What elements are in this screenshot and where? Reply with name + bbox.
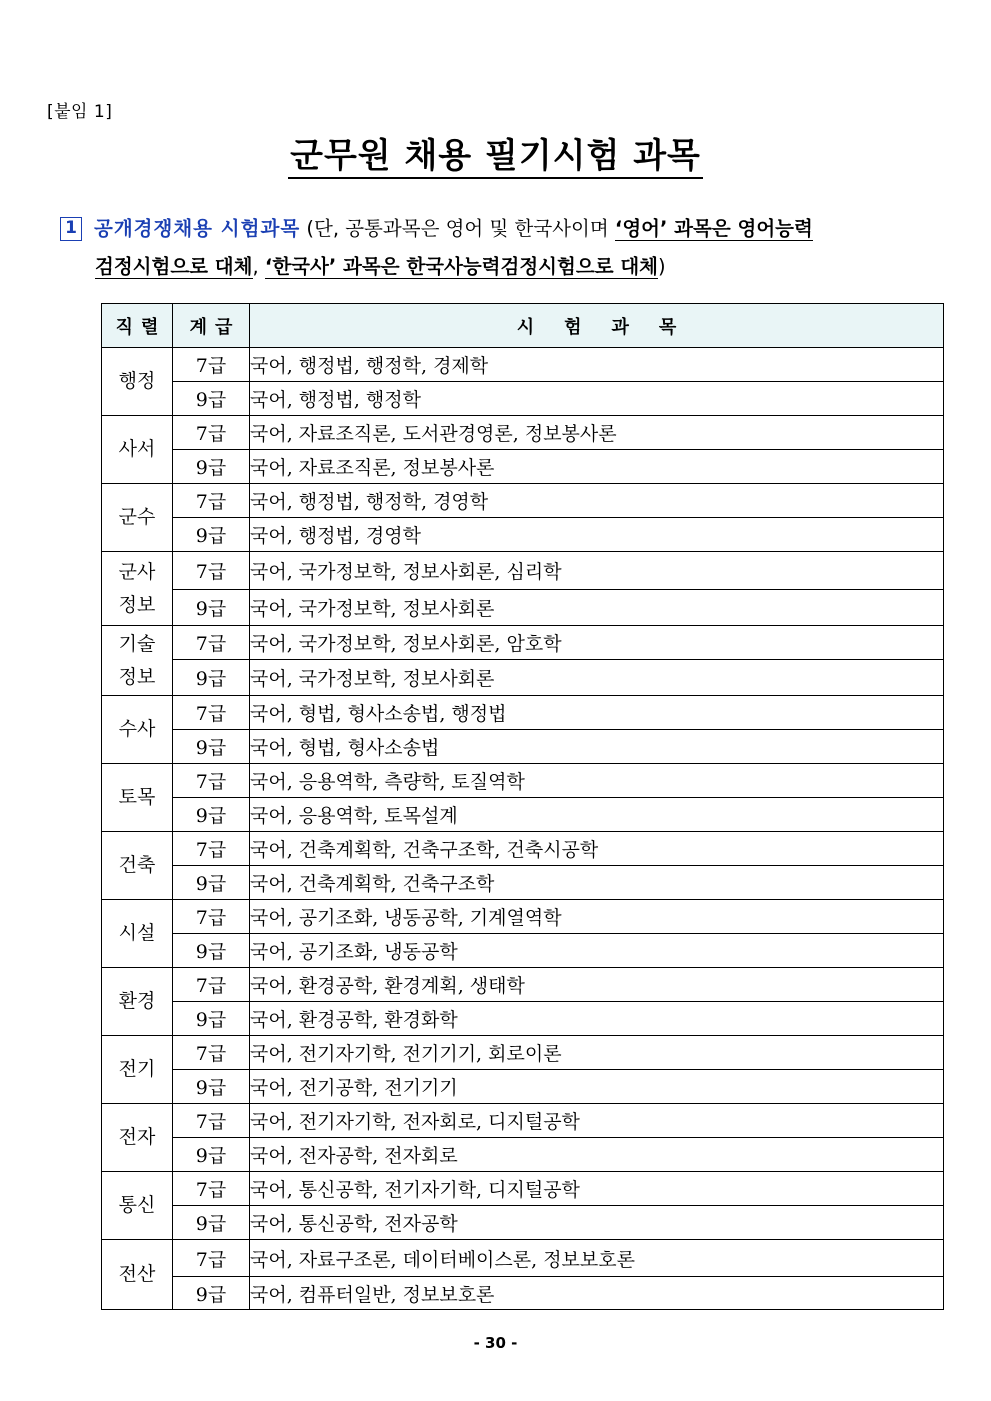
- grade-cell: 9급: [173, 1138, 250, 1172]
- page-number: - 30 -: [473, 1334, 518, 1352]
- note-separator: ,: [252, 255, 265, 278]
- job-cell: 행정: [102, 348, 173, 416]
- grade-cell: 9급: [173, 934, 250, 968]
- subjects-cell: 국어, 국가정보학, 정보사회론, 암호학: [250, 626, 944, 660]
- section-note-open: (단, 공통과목은 영어 및 한국사이며: [306, 217, 615, 240]
- attachment-label: [붙임 1]: [47, 102, 113, 122]
- table-row: [102, 1138, 944, 1172]
- table-row: [102, 1104, 944, 1138]
- grade-cell: 7급: [173, 696, 250, 730]
- english-note-continued: 검정시험으로 대체: [95, 255, 253, 278]
- table-row: [102, 626, 944, 660]
- job-cell: 전기: [102, 1036, 173, 1104]
- grade-cell: 9급: [173, 866, 250, 900]
- english-note: ‘영어’ 과목은 영어능력: [614, 217, 813, 240]
- table-row: [102, 1002, 944, 1036]
- table-row: [102, 764, 944, 798]
- subjects-cell: 국어, 자료조직론, 도서관경영론, 정보봉사론: [250, 416, 944, 450]
- table-row: [102, 900, 944, 934]
- grade-cell: 9급: [173, 1206, 250, 1240]
- subjects-cell: 국어, 응용역학, 측량학, 토질역학: [250, 764, 944, 798]
- table-row: [102, 1172, 944, 1206]
- grade-cell: 9급: [173, 518, 250, 552]
- grade-cell: 7급: [173, 1036, 250, 1070]
- table-row: [102, 348, 944, 382]
- table-row: [102, 968, 944, 1002]
- table-row: [102, 1036, 944, 1070]
- table-row: [102, 1240, 944, 1277]
- table-row: [102, 696, 944, 730]
- subjects-cell: 국어, 행정법, 행정학, 경영학: [250, 484, 944, 518]
- table-row: [102, 1070, 944, 1104]
- subjects-cell: 국어, 전기자기학, 전자회로, 디지털공학: [250, 1104, 944, 1138]
- korean-history-note: ‘한국사’ 과목은 한국사능력검정시험으로 대체: [264, 255, 658, 278]
- grade-cell: 7급: [173, 1104, 250, 1138]
- section-line-1: [60, 210, 945, 248]
- subjects-cell: 국어, 전기공학, 전기기기: [250, 1070, 944, 1104]
- grade-cell: 7급: [173, 968, 250, 1002]
- grade-cell: 7급: [173, 764, 250, 798]
- grade-cell: 9급: [173, 382, 250, 416]
- table-row: [102, 730, 944, 764]
- subjects-cell: 국어, 공기조화, 냉동공학, 기계열역학: [250, 900, 944, 934]
- table-row: [102, 552, 944, 590]
- grade-cell: 9급: [173, 1070, 250, 1104]
- section-heading: 공개경쟁채용 시험과목: [94, 217, 301, 240]
- table-header-row: [102, 304, 944, 348]
- job-cell: 군수: [102, 484, 173, 552]
- subjects-cell: 국어, 자료구조론, 데이터베이스론, 정보보호론: [250, 1240, 944, 1277]
- section-intro: [60, 210, 945, 286]
- table-row: [102, 798, 944, 832]
- header-grade: 계급: [173, 304, 250, 348]
- page-title: [0, 128, 991, 177]
- section-note-close: ): [658, 255, 666, 278]
- subjects-cell: 국어, 전자공학, 전자회로: [250, 1138, 944, 1172]
- job-cell: 건축: [102, 832, 173, 900]
- grade-cell: 9급: [173, 1002, 250, 1036]
- grade-cell: 9급: [173, 1277, 250, 1310]
- page-title-text: 군무원 채용 필기시험 과목: [288, 136, 703, 179]
- job-cell: 군사정보: [102, 552, 173, 626]
- grade-cell: 7급: [173, 1240, 250, 1277]
- grade-cell: 7급: [173, 832, 250, 866]
- subjects-cell: 국어, 자료조직론, 정보봉사론: [250, 450, 944, 484]
- table-row: [102, 590, 944, 626]
- job-cell: 통신: [102, 1172, 173, 1240]
- subjects-cell: 국어, 건축계획학, 건축구조학, 건축시공학: [250, 832, 944, 866]
- subjects-cell: 국어, 전기자기학, 전기기기, 회로이론: [250, 1036, 944, 1070]
- table-row: [102, 450, 944, 484]
- table-row: [102, 518, 944, 552]
- subjects-cell: 국어, 환경공학, 환경화학: [250, 1002, 944, 1036]
- job-cell: 수사: [102, 696, 173, 764]
- grade-cell: 7급: [173, 1172, 250, 1206]
- grade-cell: 7급: [173, 552, 250, 590]
- header-job: 직렬: [102, 304, 173, 348]
- grade-cell: 7급: [173, 900, 250, 934]
- job-cell: 전자: [102, 1104, 173, 1172]
- subjects-cell: 국어, 통신공학, 전자공학: [250, 1206, 944, 1240]
- table-row: [102, 934, 944, 968]
- subjects-cell: 국어, 행정법, 행정학, 경제학: [250, 348, 944, 382]
- grade-cell: 9급: [173, 730, 250, 764]
- section-number-box: 1: [60, 217, 82, 241]
- job-cell: 전산: [102, 1240, 173, 1310]
- job-cell: 기술정보: [102, 626, 173, 696]
- job-cell: 사서: [102, 416, 173, 484]
- job-cell: 토목: [102, 764, 173, 832]
- grade-cell: 9급: [173, 798, 250, 832]
- grade-cell: 9급: [173, 450, 250, 484]
- table-row: [102, 660, 944, 696]
- table-row: [102, 1206, 944, 1240]
- subjects-cell: 국어, 행정법, 행정학: [250, 382, 944, 416]
- subjects-cell: 국어, 국가정보학, 정보사회론, 심리학: [250, 552, 944, 590]
- subjects-cell: 국어, 공기조화, 냉동공학: [250, 934, 944, 968]
- grade-cell: 7급: [173, 626, 250, 660]
- subjects-cell: 국어, 행정법, 경영학: [250, 518, 944, 552]
- table-row: [102, 416, 944, 450]
- subjects-cell: 국어, 형법, 형사소송법: [250, 730, 944, 764]
- grade-cell: 7급: [173, 484, 250, 518]
- job-cell: 환경: [102, 968, 173, 1036]
- subjects-cell: 국어, 국가정보학, 정보사회론: [250, 660, 944, 696]
- subjects-cell: 국어, 통신공학, 전기자기학, 디지털공학: [250, 1172, 944, 1206]
- table-row: [102, 866, 944, 900]
- table-row: [102, 1277, 944, 1310]
- job-cell: 시설: [102, 900, 173, 968]
- grade-cell: 7급: [173, 416, 250, 450]
- grade-cell: 9급: [173, 660, 250, 696]
- subjects-cell: 국어, 컴퓨터일반, 정보보호론: [250, 1277, 944, 1310]
- table-row: [102, 832, 944, 866]
- grade-cell: 9급: [173, 590, 250, 626]
- section-line-2: [60, 248, 945, 286]
- subjects-cell: 국어, 건축계획학, 건축구조학: [250, 866, 944, 900]
- subjects-cell: 국어, 국가정보학, 정보사회론: [250, 590, 944, 626]
- exam-subjects-table: [101, 303, 944, 1310]
- table-row: [102, 382, 944, 416]
- subjects-cell: 국어, 환경공학, 환경계획, 생태학: [250, 968, 944, 1002]
- header-subjects: 시험과목: [250, 304, 944, 348]
- grade-cell: 7급: [173, 348, 250, 382]
- table-row: [102, 484, 944, 518]
- table-body: [102, 348, 944, 1310]
- subjects-cell: 국어, 형법, 형사소송법, 행정법: [250, 696, 944, 730]
- subjects-cell: 국어, 응용역학, 토목설계: [250, 798, 944, 832]
